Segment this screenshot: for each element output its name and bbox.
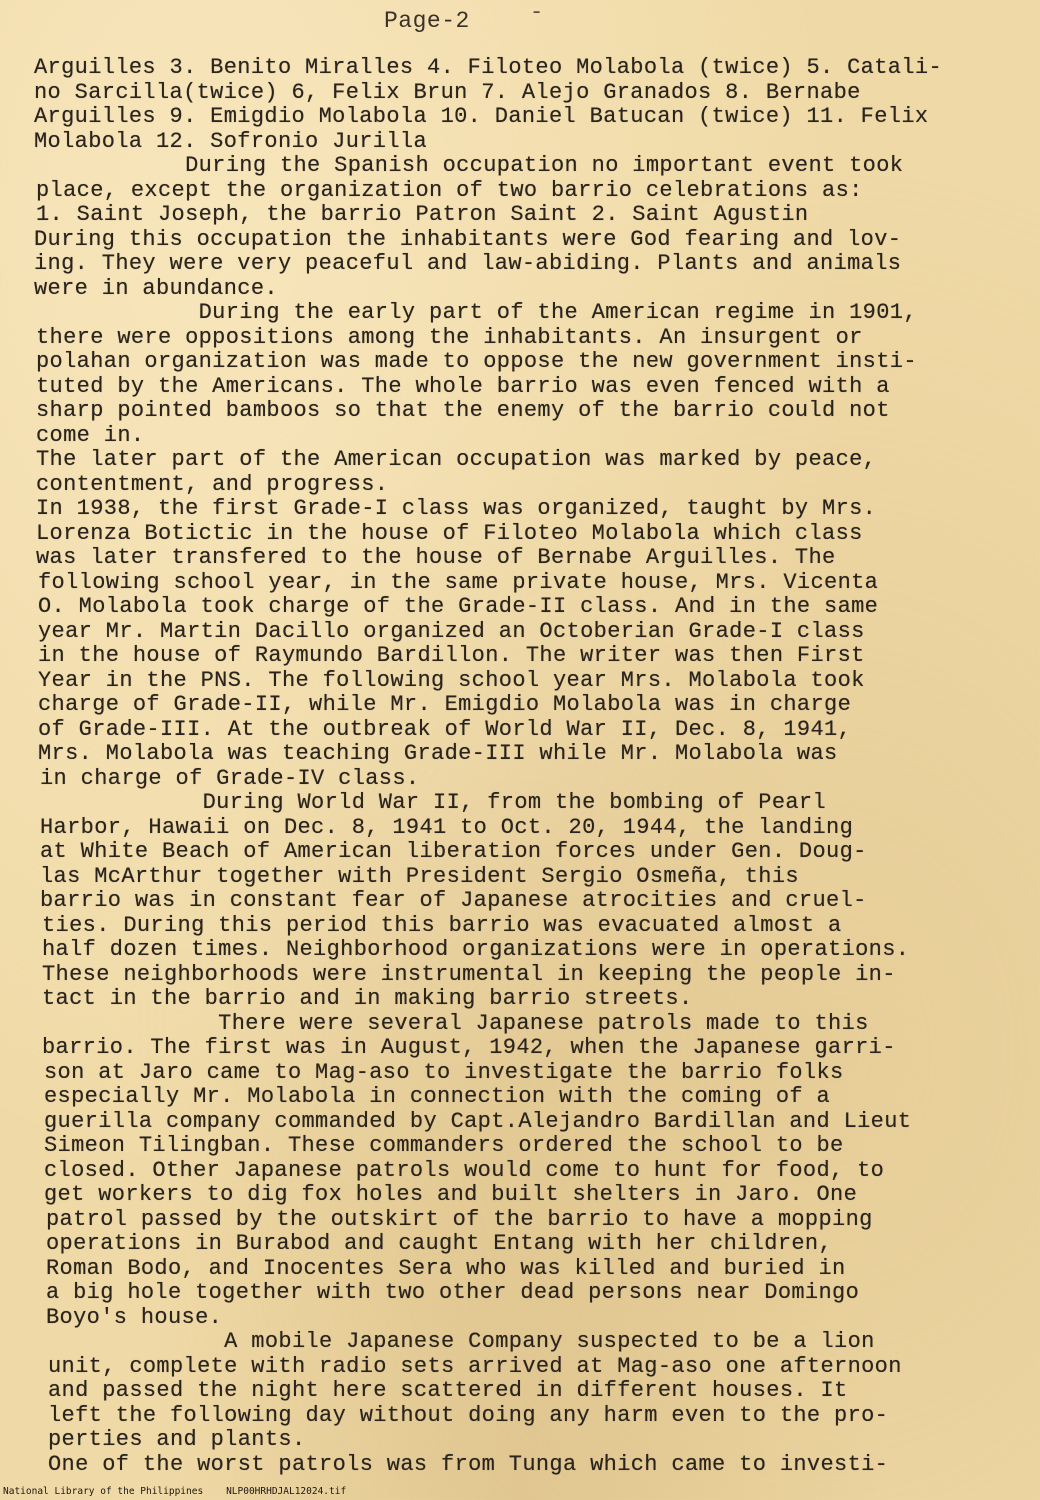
text-line: patrol passed by the outskirt of the barrio to have a mopping [46, 1206, 873, 1232]
text-line: Arguilles 9. Emigdio Molabola 10. Daniel Batucan (twice) 11. Felix [34, 104, 929, 129]
text-line: During World War II, from the bombing of Pearl [40, 790, 827, 815]
text-line: ties. During this period this barrio was evacuated almost a [42, 912, 842, 938]
text-line: polahan organization was made to oppose the new government insti- [36, 349, 917, 374]
text-line: ing. They were very peaceful and law-abiding. Plants and animals [34, 251, 902, 276]
text-line: O. Molabola took charge of the Grade-II class. And in the same [38, 594, 879, 619]
text-line: tact in the barrio and in making barrio streets. [42, 986, 693, 1011]
text-line: year Mr. Martin Dacillo organized an Octoberian Grade-I class [38, 618, 865, 644]
text-line: in the house of Raymundo Bardillon. The writer was then First [38, 643, 865, 668]
text-line: guerilla company commanded by Capt.Alejandro Bardillan and Lieut [44, 1108, 912, 1134]
text-line: closed. Other Japanese patrols would come to hunt for food, to [44, 1157, 885, 1183]
text-line: Roman Bodo, and Inocentes Sera who was killed and buried in [46, 1255, 846, 1281]
text-line: sharp pointed bamboos so that the enemy of the barrio could not [36, 398, 890, 423]
text-line: There were several Japanese patrols made to this [42, 1010, 869, 1036]
text-line: come in. [36, 422, 145, 448]
text-line: 1. Saint Joseph, the barrio Patron Saint 2. Saint Agustin [36, 202, 809, 227]
text-line: place, except the organization of two barrio celebrations as: [36, 177, 863, 203]
text-line: During the Spanish occupation no important event took [36, 153, 904, 178]
text-line: A mobile Japanese Company suspected to be a lion [48, 1329, 875, 1354]
text-line: of Grade-III. At the outbreak of World War II, Dec. 8, 1941, [38, 716, 852, 742]
text-line: barrio. The first was in August, 1942, when the Japanese garri- [42, 1035, 896, 1060]
text-line: following school year, in the same private house, Mrs. Vicenta [38, 569, 879, 595]
text-line: las McArthur together with President Sergio Osmeña, this [40, 863, 799, 889]
footer-source: National Library of the Philippines [3, 1486, 204, 1497]
text-line: perties and plants. [48, 1427, 306, 1452]
archive-footer [0, 1484, 1040, 1500]
text-line: contentment, and progress. [36, 471, 389, 497]
text-line: were in abundance. [34, 275, 278, 301]
text-line: Year in the PNS. The following school year Mrs. Molabola took [38, 667, 865, 693]
text-line: was later transfered to the house of Bernabe Arguilles. The [36, 545, 836, 570]
stray-mark: - [530, 0, 544, 25]
text-line: barrio was in constant fear of Japanese atrocities and cruel- [40, 888, 867, 913]
text-line: During this occupation the inhabitants were God fearing and lov- [34, 226, 902, 252]
text-line: Arguilles 3. Benito Miralles 4. Filoteo Molabola (twice) 5. Catali- [34, 55, 942, 80]
typewritten-body [34, 56, 1024, 1477]
text-line: These neighborhoods were instrumental in keeping the people in- [42, 961, 896, 987]
text-line: unit, complete with radio sets arrived at Mag-aso one afternoon [48, 1353, 902, 1379]
text-line: Boyo's house. [46, 1304, 223, 1330]
footer-filename: NLP00HRHDJAL12024.tif [226, 1486, 347, 1497]
text-line: Molabola 12. Sofronio Jurilla [34, 128, 428, 154]
text-line: tuted by the Americans. The whole barrio was even fenced with a [36, 373, 890, 399]
text-line: especially Mr. Molabola in connection with the coming of a [44, 1084, 831, 1109]
text-line: and passed the night here scattered in different houses. It [48, 1378, 848, 1403]
text-line: there were oppositions among the inhabitants. An insurgent or [36, 324, 863, 350]
text-line: son at Jaro came to Mag-aso to investigate the barrio folks [44, 1059, 844, 1085]
text-line: The later part of the American occupation was marked by peace, [36, 447, 877, 472]
text-line: One of the worst patrols was from Tunga which came to investi- [48, 1451, 889, 1477]
text-line: at White Beach of American liberation forces under Gen. Doug- [40, 839, 867, 864]
text-line: In 1938, the first Grade-I class was organized, taught by Mrs. [36, 496, 877, 521]
text-line: no Sarcilla(twice) 6, Felix Brun 7. Alejo Granados 8. Bernabe [34, 79, 861, 105]
text-line: get workers to dig fox holes and built shelters in Jaro. One [44, 1182, 858, 1207]
text-line: in charge of Grade-IV class. [40, 765, 420, 791]
text-line: left the following day without doing any harm even to the pro- [48, 1402, 889, 1428]
text-line: Lorenza Botictic in the house of Filoteo Molabola which class [36, 520, 863, 546]
text-line: During the early part of the American regime in 1901, [36, 300, 917, 325]
text-line: Mrs. Molabola was teaching Grade-III while Mr. Molabola was [38, 741, 838, 766]
text-line: a big hole together with two other dead persons near Domingo [46, 1280, 860, 1305]
page-number-header: Page-2 [384, 8, 470, 34]
text-line: Harbor, Hawaii on Dec. 8, 1941 to Oct. 20, 1944, the landing [40, 814, 854, 840]
text-line: charge of Grade-II, while Mr. Emigdio Molabola was in charge [38, 692, 852, 717]
text-line: operations in Burabod and caught Entang with her children, [46, 1231, 833, 1256]
text-line: half dozen times. Neighborhood organizations were in operations. [42, 937, 910, 962]
text-line: Simeon Tilingban. These commanders ordered the school to be [44, 1133, 844, 1158]
